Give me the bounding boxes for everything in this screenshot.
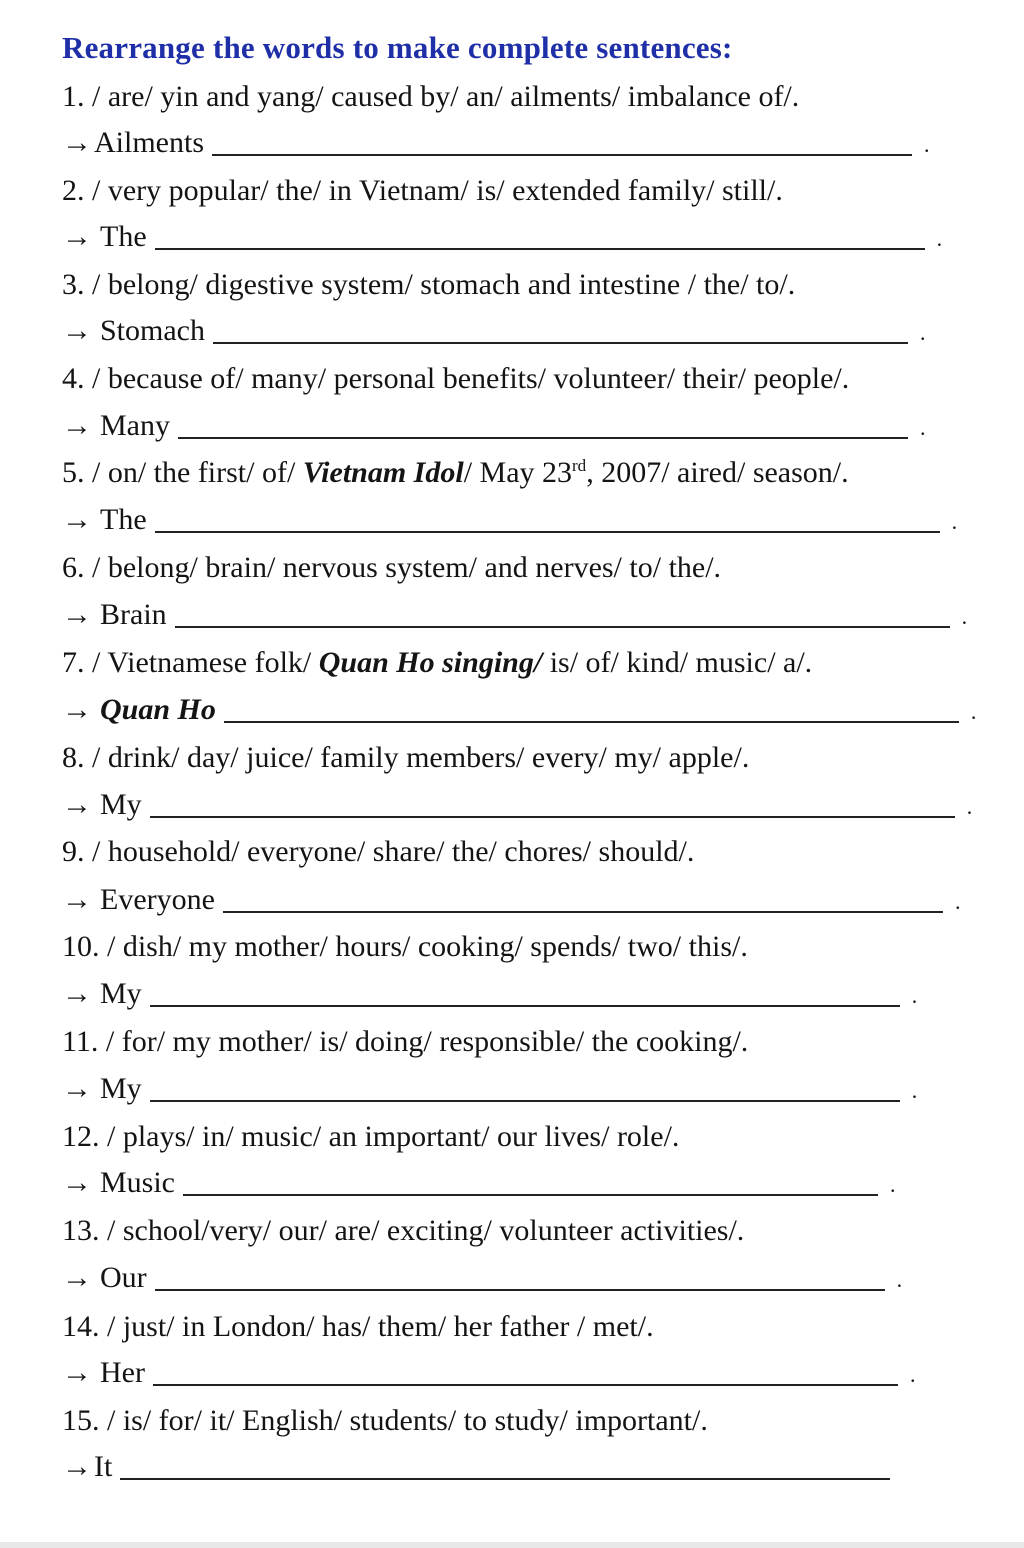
answer-period-14: . <box>909 1362 916 1387</box>
answer-line-9 <box>62 883 960 917</box>
answer-blank-2[interactable] <box>155 228 925 250</box>
answer-blank-1[interactable] <box>212 134 912 156</box>
arrow-icon: → <box>62 788 92 821</box>
answer-period-10: . <box>911 983 918 1008</box>
arrow-icon: → <box>62 220 92 253</box>
question-5-superscript: rd <box>572 456 587 475</box>
answer-line-4 <box>62 409 926 443</box>
question-7-emphasis: Quan Ho singing/ <box>318 646 543 679</box>
answer-start-4: Many <box>100 409 170 442</box>
answer-period-5: . <box>951 509 958 534</box>
question-3: 3. / belong/ digestive system/ stomach and intestine / the/ to/. <box>62 268 796 301</box>
answer-blank-3[interactable] <box>213 322 908 344</box>
bottom-edge <box>0 1542 1024 1548</box>
answer-blank-4[interactable] <box>178 417 908 439</box>
question-7-part: 7. / Vietnamese folk/ <box>62 646 319 679</box>
answer-start-7: Quan Ho <box>100 693 216 726</box>
arrow-icon: → <box>62 409 92 442</box>
answer-blank-10[interactable] <box>150 985 900 1007</box>
answer-line-13 <box>62 1261 902 1295</box>
question-5-emphasis: Vietnam Idol <box>302 456 464 489</box>
answer-line-15 <box>62 1450 890 1484</box>
answer-start-14: Her <box>100 1356 145 1389</box>
answer-period-7: . <box>970 699 977 724</box>
answer-line-6 <box>62 598 967 632</box>
answer-blank-6[interactable] <box>175 606 950 628</box>
answer-blank-15[interactable] <box>120 1458 890 1480</box>
answer-start-13: Our <box>100 1261 147 1294</box>
arrow-icon: → <box>62 883 92 916</box>
question-1: 1. / are/ yin and yang/ caused by/ an/ ailments/ imbalance of/. <box>62 80 800 113</box>
answer-blank-8[interactable] <box>150 796 955 818</box>
answer-blank-9[interactable] <box>223 891 943 913</box>
answer-period-6: . <box>961 604 968 629</box>
question-7-part: is/ of/ kind/ music/ a/. <box>542 646 813 679</box>
question-15: 15. / is/ for/ it/ English/ students/ to study/ important/. <box>62 1404 708 1437</box>
answer-period-12: . <box>890 1172 896 1197</box>
answer-blank-5[interactable] <box>155 511 940 533</box>
arrow-icon: → <box>62 598 92 631</box>
arrow-icon: → <box>62 1450 92 1483</box>
arrow-icon: → <box>62 1356 92 1389</box>
answer-line-2 <box>62 220 942 254</box>
answer-period-13: . <box>896 1267 903 1292</box>
answer-start-15: It <box>94 1450 113 1483</box>
worksheet-title: Rearrange the words to make complete sentences: <box>62 30 733 65</box>
answer-start-2: The <box>100 220 147 253</box>
answer-start-11: My <box>100 1072 142 1105</box>
arrow-icon: → <box>62 503 92 536</box>
answer-line-8 <box>62 788 972 822</box>
answer-line-11 <box>62 1072 917 1106</box>
question-13: 13. / school/very/ our/ are/ exciting/ volunteer activities/. <box>62 1214 745 1247</box>
answer-line-14 <box>62 1356 915 1390</box>
answer-period-11: . <box>911 1078 918 1103</box>
answer-period-8: . <box>966 794 973 819</box>
question-5-part: 5. / on/ the first/ of/ <box>62 456 303 489</box>
answer-start-1: Ailments <box>94 126 204 159</box>
question-5-part: , 2007/ aired/ season/. <box>586 456 849 489</box>
answer-start-8: My <box>100 788 142 821</box>
arrow-icon: → <box>62 126 92 159</box>
arrow-icon: → <box>62 1166 92 1199</box>
answer-period-3: . <box>920 320 926 345</box>
answer-period-9: . <box>954 889 961 914</box>
arrow-icon: → <box>62 1072 92 1105</box>
answer-start-12: Music <box>100 1166 175 1199</box>
answer-line-10 <box>62 977 917 1011</box>
arrow-icon: → <box>62 693 92 726</box>
answer-blank-12[interactable] <box>183 1174 878 1196</box>
answer-period-1: . <box>924 132 930 157</box>
question-6: 6. / belong/ brain/ nervous system/ and nerves/ to/ the/. <box>62 551 722 584</box>
answer-line-3 <box>62 314 926 348</box>
question-7 <box>62 646 812 680</box>
arrow-icon: → <box>62 977 92 1010</box>
answer-start-10: My <box>100 977 142 1010</box>
question-5-part: / May 23 <box>463 456 573 489</box>
answer-period-4: . <box>920 415 926 440</box>
answer-line-1 <box>62 126 930 160</box>
answer-start-6: Brain <box>100 598 167 631</box>
arrow-icon: → <box>62 1261 92 1294</box>
question-5 <box>62 456 849 490</box>
arrow-icon: → <box>62 314 92 347</box>
answer-start-9: Everyone <box>100 883 215 916</box>
question-4: 4. / because of/ many/ personal benefits/ volunteer/ their/ people/. <box>62 362 850 395</box>
question-10: 10. / dish/ my mother/ hours/ cooking/ spends/ two/ this/. <box>62 930 748 963</box>
answer-line-5 <box>62 503 957 537</box>
question-11: 11. / for/ my mother/ is/ doing/ responsible/ the cooking/. <box>62 1025 749 1058</box>
answer-blank-7[interactable] <box>224 701 959 723</box>
question-2: 2. / very popular/ the/ in Vietnam/ is/ extended family/ still/. <box>62 174 783 207</box>
question-12: 12. / plays/ in/ music/ an important/ our lives/ role/. <box>62 1120 680 1153</box>
answer-blank-13[interactable] <box>155 1269 885 1291</box>
answer-period-2: . <box>936 226 943 251</box>
answer-blank-11[interactable] <box>150 1080 900 1102</box>
question-9: 9. / household/ everyone/ share/ the/ chores/ should/. <box>62 835 695 868</box>
question-8: 8. / drink/ day/ juice/ family members/ every/ my/ apple/. <box>62 741 750 774</box>
answer-start-3: Stomach <box>100 314 205 347</box>
answer-line-7 <box>62 693 976 727</box>
answer-blank-14[interactable] <box>153 1364 898 1386</box>
answer-start-5: The <box>100 503 147 536</box>
question-14: 14. / just/ in London/ has/ them/ her father / met/. <box>62 1310 654 1343</box>
answer-line-12 <box>62 1166 896 1200</box>
